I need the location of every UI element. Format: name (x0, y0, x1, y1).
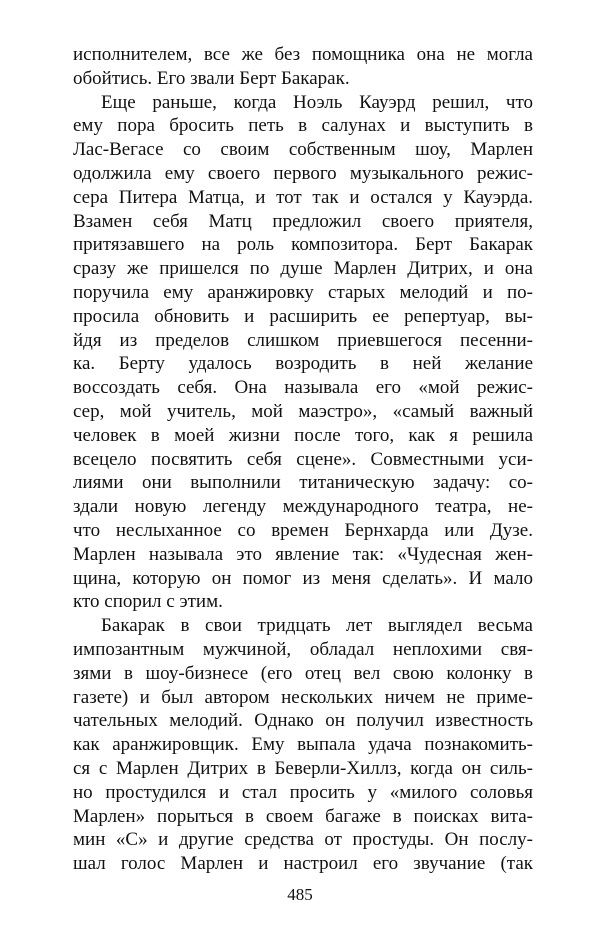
text-line: лиями они выполнили титаническую задачу: со- (73, 472, 533, 494)
text-line: здали новую легенду международного театра, не- (73, 496, 533, 518)
text-line: мин «С» и другие средства от простуды. Он послу- (73, 829, 533, 851)
text-line: что неслыханное со времен Бернхарда или Дузе. (73, 519, 533, 541)
text-line: Еще раньше, когда Ноэль Кауэрд решил, что (101, 91, 533, 113)
text-line: импозантным мужчиной, обладал неплохими свя- (73, 638, 533, 660)
text-line: ся с Марлен Дитрих в Беверли-Хиллз, когда он силь- (73, 757, 533, 779)
text-line: человек в моей жизни после того, как я решила (73, 424, 533, 446)
text-line: сера Питера Матца, и тот так и остался у Кауэрда. (73, 186, 533, 208)
text-line: но простудился и стал просить у «милого соловья (73, 781, 533, 803)
text-line: обойтись. Его звали Берт Бакарак. (73, 67, 350, 89)
text-line: притязавшего на роль композитора. Берт Бакарак (73, 234, 533, 256)
text-line: ему пора бросить петь в салунах и выступить в (73, 115, 533, 137)
text-line: щина, которую он помог из меня сделать». И мало (73, 567, 533, 589)
text-line: Бакарак в свои тридцать лет выглядел весьма (101, 615, 533, 637)
text-line: Марлен называла это явление так: «Чудесная жен- (73, 543, 533, 565)
text-line: Марлен» порыться в своем багаже в поисках вита- (73, 805, 533, 827)
text-line: всецело посвятить себя сцене». Совместными уси- (73, 448, 533, 470)
book-page-text (73, 43, 533, 876)
text-line: воссоздать себя. Она называла его «мой режис- (73, 377, 533, 399)
text-line: Взамен себя Матц предложил своего приятеля, (73, 210, 533, 232)
text-line: газете) и был автором нескольких ничем не приме- (73, 686, 533, 708)
text-line: зями в шоу-бизнесе (его отец вел свою колонку в (73, 662, 533, 684)
text-line: поручила ему аранжировку старых мелодий и по- (73, 281, 533, 303)
text-line: шал голос Марлен и настроил его звучание (так (73, 853, 533, 875)
text-line: чательных мелодий. Однако он получил известность (73, 710, 533, 732)
text-line: кто спорил с этим. (73, 591, 223, 613)
text-line: сразу же пришелся по душе Марлен Дитрих, и она (73, 258, 533, 280)
text-line: ка. Берту удалось возродить в ней желание (73, 353, 533, 375)
text-line: йдя из пределов слишком приевшегося песенни- (73, 329, 533, 351)
text-line: одолжила ему своего первого музыкального режис- (73, 162, 533, 184)
page-number: 485 (287, 885, 313, 904)
text-line: просила обновить и расширить ее репертуар, вы- (73, 305, 533, 327)
text-line: сер, мой учитель, мой маэстро», «самый важный (73, 400, 533, 422)
text-line: исполнителем, все же без помощника она не могла (73, 44, 533, 65)
text-line: как аранжировщик. Ему выпала удача познакомить- (73, 734, 533, 756)
text-line: Лас-Вегасе со своим собственным шоу, Марлен (73, 139, 533, 161)
